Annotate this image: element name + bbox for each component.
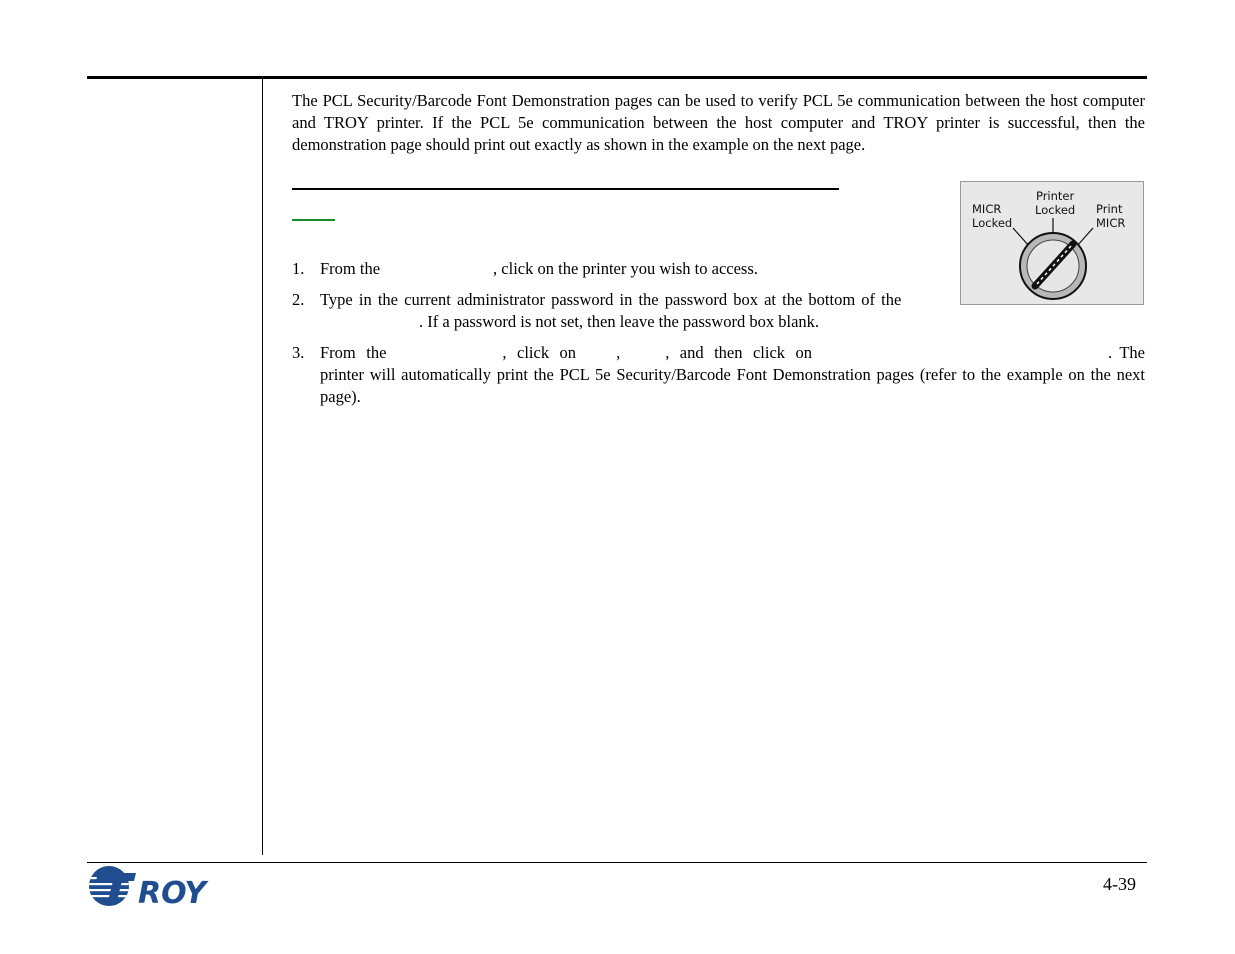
brand-wordmark: ROY bbox=[138, 876, 207, 910]
section-heading-rule bbox=[292, 188, 839, 190]
step-text: Type in the current administrator password in the password box at the bottom of the bbox=[320, 290, 902, 309]
step-number: 1. bbox=[292, 259, 305, 278]
footer-rule bbox=[87, 862, 1147, 863]
step-text: , click on bbox=[502, 343, 577, 362]
step-text: From the bbox=[320, 259, 381, 278]
step-number: 2. bbox=[292, 290, 305, 309]
step-text: , click on the printer you wish to access. bbox=[493, 259, 758, 278]
troy-logo bbox=[88, 865, 223, 910]
troy-logo-icon bbox=[88, 865, 223, 910]
step-number: 3. bbox=[292, 343, 305, 362]
page-number: 4-39 bbox=[1103, 874, 1136, 894]
step-1 bbox=[292, 258, 947, 280]
key-switch-figure bbox=[960, 181, 1144, 305]
header-rule bbox=[87, 76, 1147, 79]
label-micr-locked: MICR Locked bbox=[972, 202, 1013, 230]
step-text: From the bbox=[320, 343, 387, 362]
margin-divider bbox=[262, 79, 263, 855]
step-text: . The printer will automatically print the PCL 5e Security/Barcode Font Demonstration pages (refer to the example on the next page). bbox=[320, 343, 1145, 406]
step-text: , and then click on bbox=[665, 343, 813, 362]
intro-paragraph: The PCL Security/Barcode Font Demonstration pages can be used to verify PCL 5e communication between the host computer and TROY printer. If the PCL 5e communication between the host computer and TROY printer is successful, then the demonstration page should print out exactly as shown in the example on the next page. bbox=[292, 91, 1145, 154]
step-text: , bbox=[616, 343, 621, 362]
label-print-micr: Print MICR bbox=[1096, 202, 1126, 230]
step-text: . If a password is not set, then leave the password box blank. bbox=[419, 312, 820, 331]
note-underline bbox=[292, 219, 335, 221]
step-3 bbox=[292, 342, 1145, 408]
step-2 bbox=[292, 289, 947, 333]
label-printer-locked: Printer Locked bbox=[1035, 189, 1076, 217]
